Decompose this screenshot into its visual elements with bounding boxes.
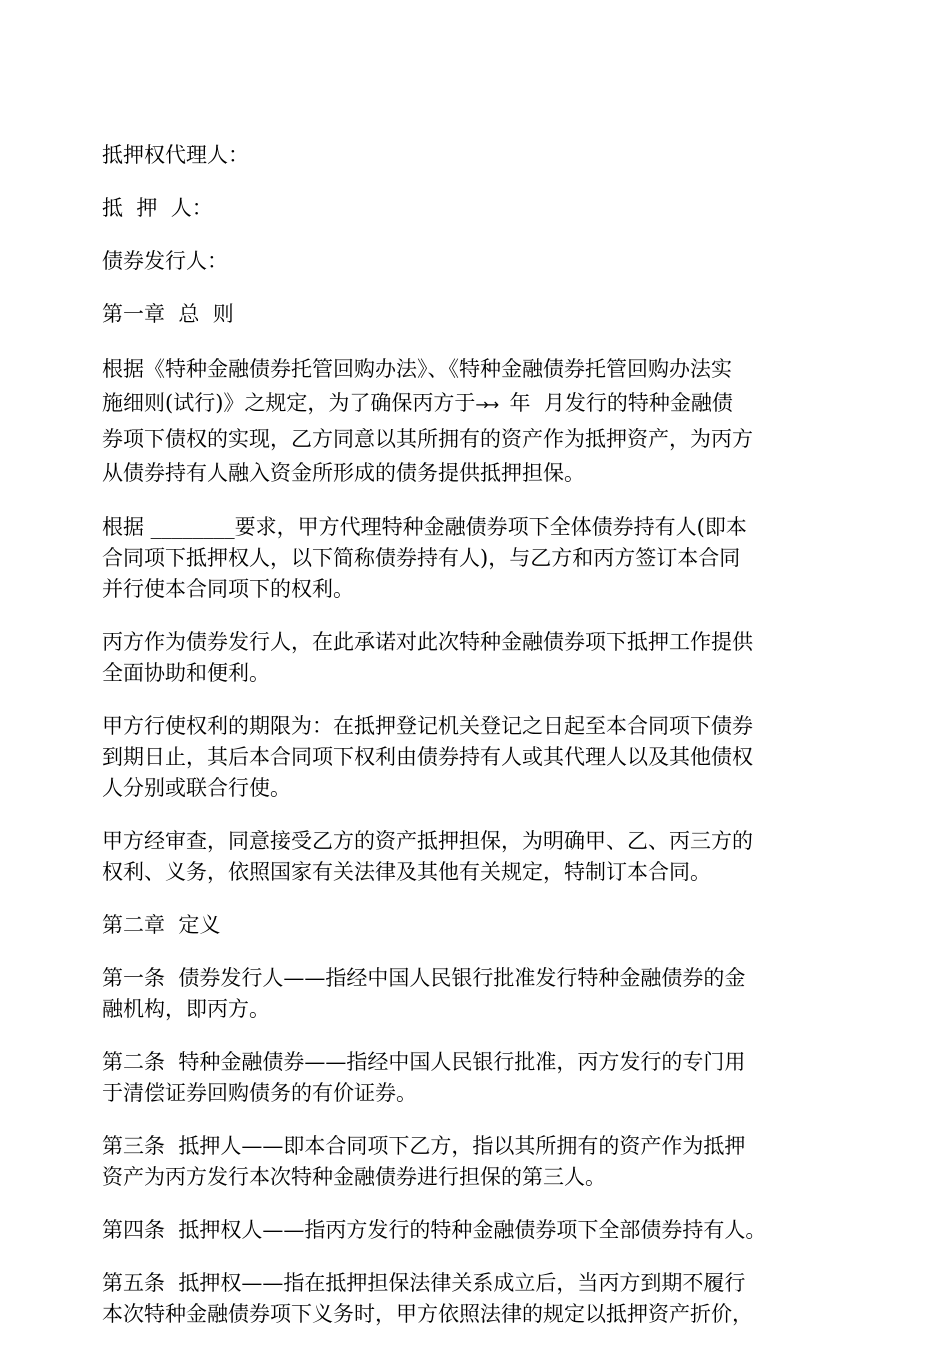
document-page [102,140,850,1352]
paragraph [102,711,850,804]
chapter-1-title: 第一章 总 则 [102,302,234,326]
paragraph-line: 从债券持有人融入资金所形成的债务提供抵押担保。 [102,461,585,485]
article-line: 本次特种金融债券项下义务时，甲方依照法律的规定以抵押资产折价， [102,1302,753,1326]
agent-label: 抵押权代理人： [102,143,249,167]
paragraph-line: 券项下债权的实现，乙方同意以其所拥有的资产作为抵押资产，为丙方 [102,427,753,451]
paragraph-line: 根据 ________要求，甲方代理特种金融债券项下全体债券持有人(即本 [102,515,747,539]
article-line: 资产为丙方发行本次特种金融债券进行担保的第三人。 [102,1165,606,1189]
paragraph-line: 甲方经审查，同意接受乙方的资产抵押担保，为明确甲、乙、丙三方的 [102,829,753,853]
paragraph-line: 丙方作为债券发行人，在此承诺对此次特种金融债券项下抵押工作提供 [102,630,753,654]
paragraph-text: 施细则(试行)》之规定，为了确保丙方于 [102,391,476,415]
paragraph-line [102,386,850,422]
paragraph-line: 甲方行使权利的期限为：在抵押登记机关登记之日起至本合同项下债券 [102,714,753,738]
issuer-field [102,246,850,277]
article [102,1215,850,1246]
article-line: 于清偿证券回购债务的有价证券。 [102,1081,417,1105]
paragraph-line: 根据《特种金融债券托管回购办法》、《特种金融债券托管回购办法实 [102,357,732,381]
paragraph-line: 到期日止，其后本合同项下权利由债券持有人或其代理人以及其他债权 [102,745,753,769]
chapter-2-heading [102,910,850,941]
article-line: 第一条 债券发行人——指经中国人民银行批准发行特种金融债券的金 [102,966,746,990]
paragraph [102,352,850,490]
agent-field [102,140,850,171]
paragraph-line: 并行使本合同项下的权利。 [102,577,354,601]
article-line: 融机构，即丙方。 [102,997,270,1021]
mortgagor-label: 抵 押 人： [102,196,213,220]
chapter-2-title: 第二章 定义 [102,913,221,937]
paragraph-line: 全面协助和便利。 [102,661,270,685]
paragraph [102,826,850,888]
mortgagor-field [102,193,850,224]
paragraph-line: 人分别或联合行使。 [102,776,291,800]
paragraph [102,627,850,689]
arrow-icon: →→ [475,395,497,414]
article-line: 第四条 抵押权人——指丙方发行的特种金融债券项下全部债券持有人。 [102,1218,767,1242]
issuer-label: 债券发行人： [102,249,228,273]
article [102,1131,850,1193]
article [102,1047,850,1109]
article-line: 第三条 抵押人——即本合同项下乙方，指以其所拥有的资产作为抵押 [102,1134,746,1158]
article-line: 第二条 特种金融债券——指经中国人民银行批准，丙方发行的专门用 [102,1050,746,1074]
paragraph-line: 合同项下抵押权人，以下简称债券持有人)，与乙方和丙方签订本合同 [102,546,741,570]
article-line: 第五条 抵押权——指在抵押担保法律关系成立后，当丙方到期不履行 [102,1271,746,1295]
article [102,963,850,1025]
chapter-1-heading [102,299,850,330]
paragraph-line: 权利、义务，依照国家有关法律及其他有关规定，特制订本合同。 [102,860,711,884]
paragraph [102,512,850,605]
article [102,1268,850,1330]
paragraph-text: 年 月发行的特种金融债 [496,391,733,415]
